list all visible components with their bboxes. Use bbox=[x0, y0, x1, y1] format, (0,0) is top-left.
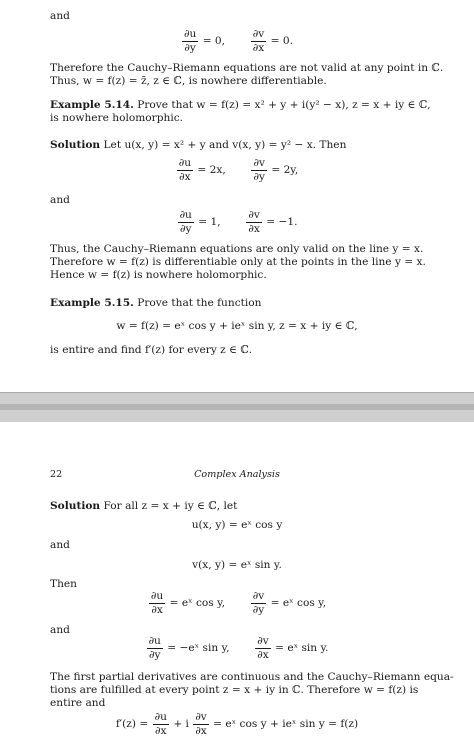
paragraph-line: Therefore the Cauchy–Riemann equations are not valid at any point in ℂ. bbox=[50, 62, 444, 74]
solution-text: For all z = x + iy ∈ ℂ, let bbox=[103, 500, 238, 512]
page-separator-stripe bbox=[0, 404, 474, 410]
equation-partials-1: $\frac{\partial u}{\partial x}$ = 2x, $\frac{\partial v}{\partial y}$ = 2y, bbox=[178, 157, 299, 183]
page-number: 22 bbox=[50, 469, 63, 480]
solution-line bbox=[50, 139, 346, 152]
equation-partials-3: $\frac{\partial u}{\partial x}$ = eˣ cos y, $\frac{\partial v}{\partial y}$ = eˣ cos y, bbox=[150, 590, 327, 616]
equation-function-w: w = f(z) = eˣ cos y + ieˣ sin y, z = x + iy ∈ ℂ, bbox=[116, 320, 358, 332]
paragraph-line: Thus, the Cauchy–Riemann equations are only valid on the line y = x. bbox=[50, 243, 424, 255]
example-text: Prove that the function bbox=[137, 297, 262, 309]
example-5-14 bbox=[50, 99, 431, 112]
equation-partials-4: $\frac{\partial u}{\partial y}$ = −eˣ sin y, $\frac{\partial v}{\partial x}$ = eˣ sin y. bbox=[148, 635, 329, 661]
text-then: Then bbox=[50, 578, 77, 590]
solution-label: Solution bbox=[50, 139, 101, 151]
fraction: $\frac{\partial v}{\partial x}$ bbox=[252, 28, 265, 54]
example-label: Example 5.14. bbox=[50, 99, 134, 111]
equation-u: u(x, y) = eˣ cos y bbox=[191, 519, 283, 531]
running-head: Complex Analysis bbox=[194, 469, 280, 480]
paragraph-line: Therefore w = f(z) is differentiable only at the points in the line y = x. bbox=[50, 256, 426, 268]
paragraph-line: Thus, w = f(z) = z̄, z ∈ ℂ, is nowhere differentiable. bbox=[50, 75, 327, 87]
solution-line bbox=[50, 500, 237, 513]
equation-partials-2: $\frac{\partial u}{\partial y}$ = 1, $\frac{\partial v}{\partial x}$ = −1. bbox=[179, 209, 298, 235]
text-and: and bbox=[50, 10, 70, 22]
paragraph-line: Hence w = f(z) is nowhere holomorphic. bbox=[50, 269, 267, 281]
page-bottom bbox=[0, 422, 474, 746]
paragraph-line: The first partial derivatives are continuous and the Cauchy–Riemann equa- bbox=[50, 671, 454, 683]
fraction: $\frac{\partial u}{\partial y}$ bbox=[184, 28, 197, 54]
text-and: and bbox=[50, 624, 70, 636]
equation-v: v(x, y) = eˣ sin y. bbox=[192, 559, 282, 571]
example-5-15 bbox=[50, 297, 261, 310]
example-label: Example 5.15. bbox=[50, 297, 134, 309]
text-and: and bbox=[50, 539, 70, 551]
page-separator bbox=[0, 392, 474, 424]
paragraph-line: entire and bbox=[50, 697, 106, 709]
equation-derivative: f′(z) = $\frac{\partial u}{\partial x}$ + i $\frac{\partial v}{\partial x}$ = eˣ cos y + ieˣ sin y = f(z) bbox=[115, 711, 359, 737]
paragraph-line: tions are fulfilled at every point z = x + iy in ℂ. Therefore w = f(z) is bbox=[50, 684, 419, 696]
example-text: is nowhere holomorphic. bbox=[50, 112, 184, 124]
example-text: Prove that w = f(z) = x² + y + i(y² − x), z = x + iy ∈ ℂ, bbox=[137, 99, 431, 111]
equation-cr-zero: $\frac{\partial u}{\partial y}$ = 0, $\frac{\partial v}{\partial x}$ = 0. bbox=[184, 28, 293, 54]
paragraph-line: is entire and find f′(z) for every z ∈ ℂ. bbox=[50, 344, 253, 356]
solution-text: Let u(x, y) = x² + y and v(x, y) = y² − x. Then bbox=[103, 139, 347, 151]
text-and: and bbox=[50, 194, 70, 206]
solution-label: Solution bbox=[50, 500, 101, 512]
